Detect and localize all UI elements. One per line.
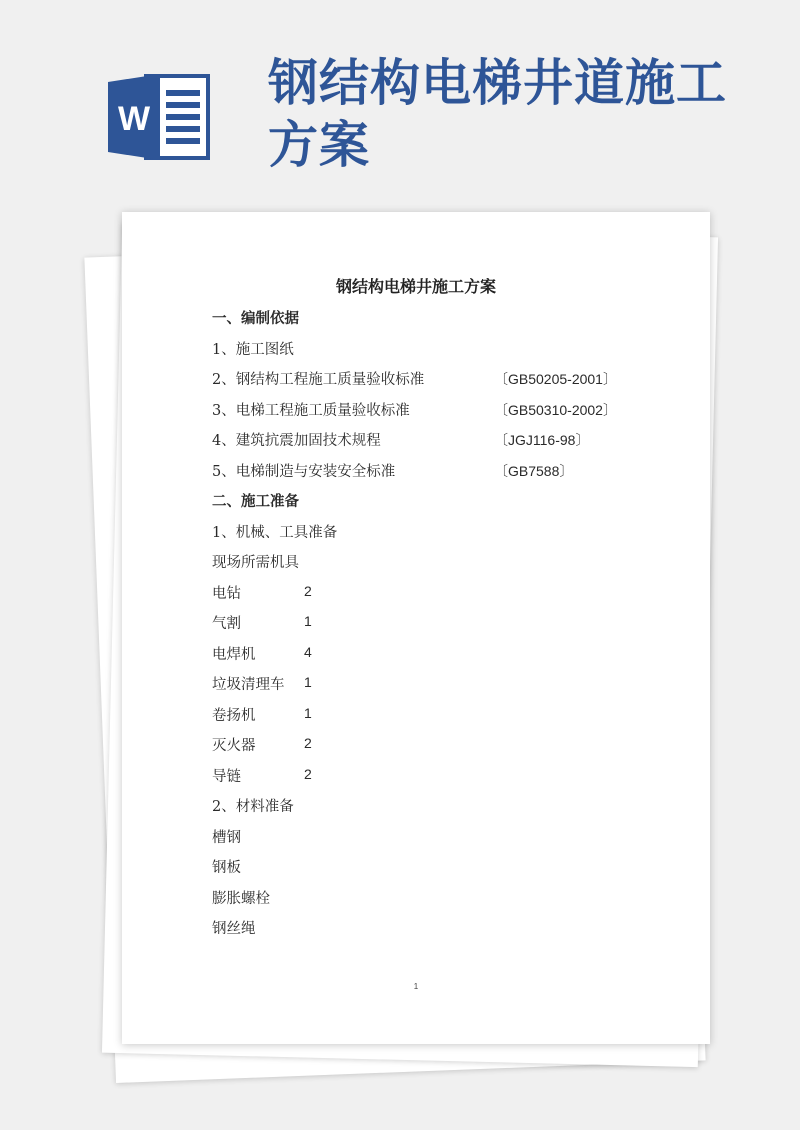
subsection-heading: 1、机械、工具准备 bbox=[212, 525, 338, 541]
equipment-name: 垃圾清理车 bbox=[212, 677, 285, 693]
material-item: 钢板 bbox=[212, 860, 241, 876]
equipment-name: 灭火器 bbox=[212, 738, 256, 754]
document-title: 钢结构电梯井施工方案 bbox=[335, 277, 496, 296]
subsection-heading: 2、材料准备 bbox=[212, 799, 294, 815]
equipment-heading: 现场所需机具 bbox=[212, 555, 299, 571]
equipment-qty: 1 bbox=[304, 705, 312, 721]
section-heading: 二、施工准备 bbox=[212, 493, 299, 510]
standard-code: 〔GB50205-2001〕 bbox=[494, 371, 617, 387]
word-document-icon bbox=[108, 72, 214, 162]
section-heading: 一、编制依据 bbox=[212, 310, 299, 327]
basis-item: 3、电梯工程施工质量验收标准 bbox=[212, 403, 410, 419]
page-number: 1 bbox=[413, 982, 419, 991]
document-page bbox=[122, 212, 710, 1044]
standard-code: 〔GB50310-2002〕 bbox=[494, 402, 617, 418]
equipment-qty: 1 bbox=[304, 674, 312, 690]
material-item: 膨胀螺栓 bbox=[212, 891, 270, 907]
basis-item: 1、施工图纸 bbox=[212, 342, 294, 358]
basis-item: 5、电梯制造与安装安全标准 bbox=[212, 464, 396, 480]
basis-item: 4、建筑抗震加固技术规程 bbox=[212, 433, 381, 449]
word-icon-letter: W bbox=[117, 100, 151, 138]
equipment-qty: 1 bbox=[304, 613, 312, 629]
equipment-name: 电焊机 bbox=[212, 647, 256, 663]
equipment-name: 电钻 bbox=[212, 586, 241, 602]
equipment-qty: 2 bbox=[304, 766, 312, 782]
material-item: 钢丝绳 bbox=[212, 921, 256, 937]
material-item: 槽钢 bbox=[212, 830, 241, 846]
equipment-name: 卷扬机 bbox=[212, 708, 256, 724]
equipment-qty: 2 bbox=[304, 583, 312, 599]
standard-code: 〔GB7588〕 bbox=[494, 463, 574, 479]
banner-title: 钢结构电梯井道施工方案 bbox=[268, 54, 727, 174]
equipment-qty: 2 bbox=[304, 735, 312, 751]
equipment-name: 导链 bbox=[212, 769, 241, 785]
basis-item: 2、钢结构工程施工质量验收标准 bbox=[212, 372, 425, 388]
equipment-qty: 4 bbox=[304, 644, 312, 660]
standard-code: 〔JGJ116-98〕 bbox=[494, 432, 590, 448]
equipment-name: 气割 bbox=[212, 616, 241, 632]
